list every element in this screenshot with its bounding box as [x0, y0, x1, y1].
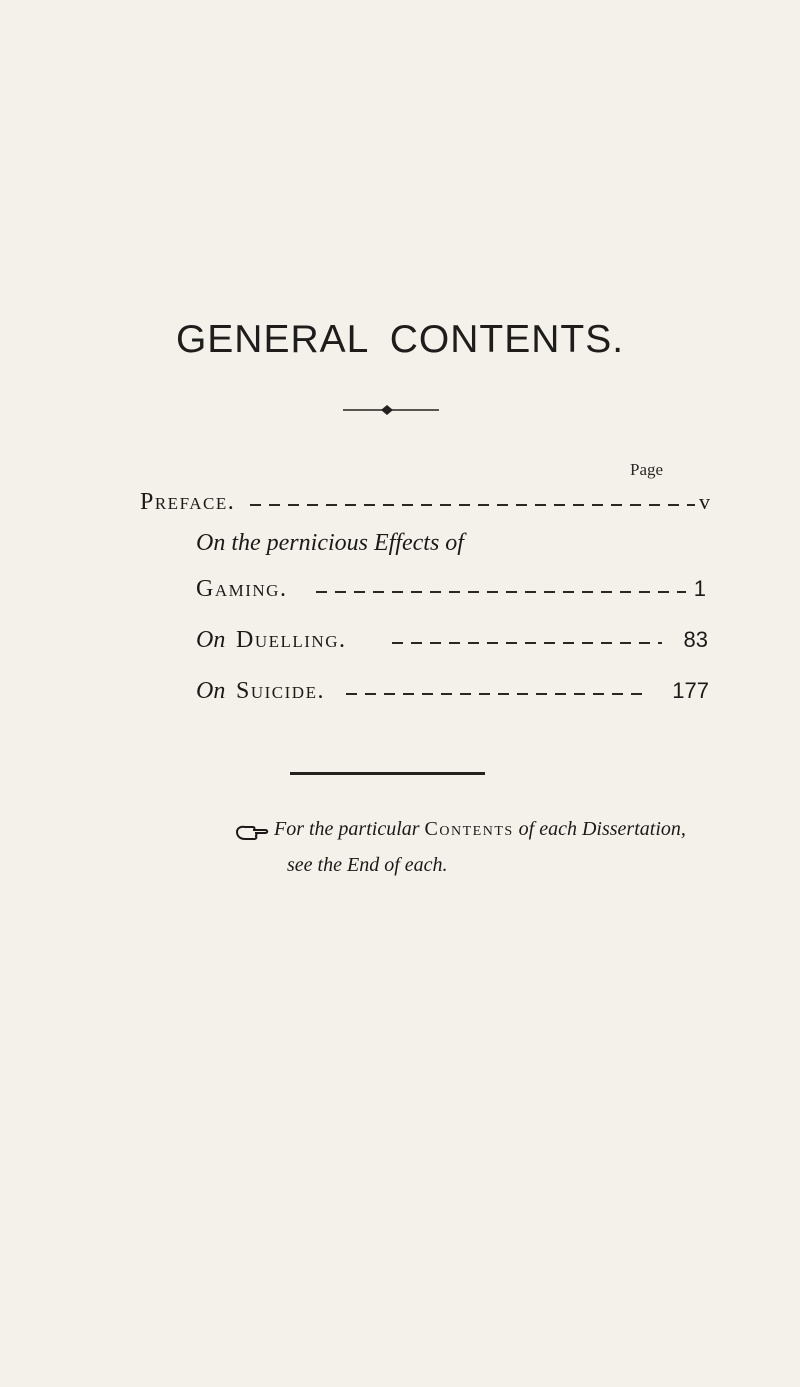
dot-leader — [250, 504, 695, 506]
horizontal-rule — [290, 772, 485, 775]
page-title: GENERAL CONTENTS. — [175, 318, 625, 361]
contents-note — [234, 818, 686, 841]
toc-page-suicide: 177 — [672, 678, 709, 703]
page-column-header: Page — [630, 460, 664, 479]
toc-prefix-duelling: On — [196, 627, 226, 653]
dot-leader — [316, 591, 686, 593]
toc-label-gaming: Gaming. — [196, 576, 288, 602]
note-text-contents: Contents — [424, 818, 514, 840]
toc-page-gaming: 1 — [693, 576, 706, 601]
toc-entry-duelling — [196, 625, 708, 655]
ornamental-divider — [343, 403, 439, 417]
note-text-before: For the particular — [274, 818, 420, 840]
dot-leader — [392, 642, 662, 644]
toc-entry-gaming — [196, 574, 706, 604]
toc-page-preface: v — [699, 489, 710, 514]
dot-leader — [346, 693, 648, 695]
toc-entry-preface — [140, 487, 710, 517]
toc-subhead-gaming: On the pernicious Effects of — [196, 530, 464, 556]
note-text-after: of each Dissertation, — [518, 818, 686, 840]
contents-note-line-2: see the End of each. — [287, 854, 448, 876]
toc-label-suicide: Suicide. — [236, 678, 325, 704]
toc-page-duelling: 83 — [683, 627, 708, 652]
toc-label-duelling: Duelling. — [236, 627, 347, 653]
toc-prefix-suicide: On — [196, 678, 226, 704]
toc-entry-suicide — [196, 676, 709, 706]
toc-label-preface: Preface. — [140, 489, 236, 515]
